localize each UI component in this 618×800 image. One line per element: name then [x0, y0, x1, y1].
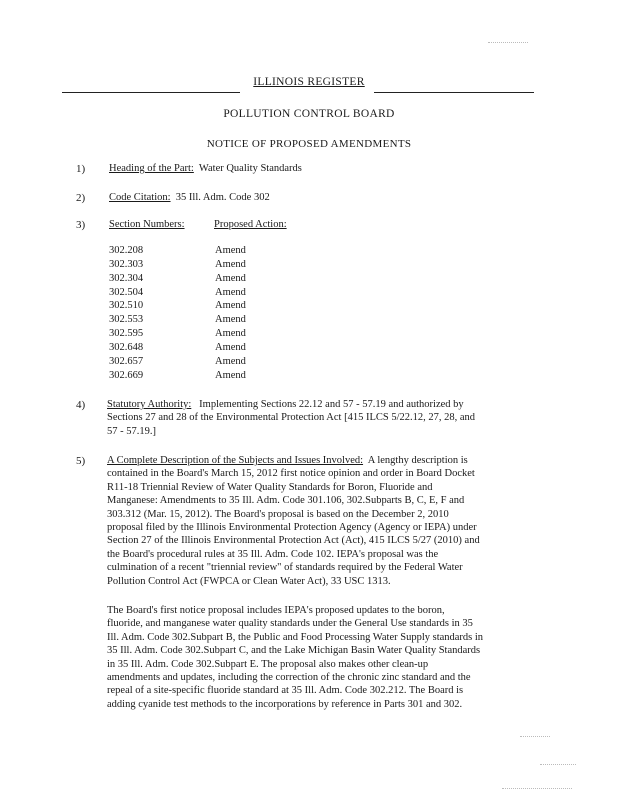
item-number: 4): [76, 399, 86, 411]
section-number: 302.504: [109, 287, 144, 298]
section-numbers-label: Section Numbers:: [109, 219, 185, 230]
section-action: Amend: [215, 356, 246, 367]
section-action: Amend: [215, 314, 246, 325]
item-code-citation: Code Citation: 35 Ill. Adm. Code 302: [109, 192, 270, 203]
section-action: Amend: [215, 328, 246, 339]
notice-title: NOTICE OF PROPOSED AMENDMENTS: [206, 138, 412, 150]
section-number: 302.669: [109, 370, 144, 381]
scan-mark: [540, 756, 576, 765]
description-paragraph-2: The Board's first notice proposal includes IEPA's proposed updates to the boron, fluoride, and manganese water quality standards under the General Use standards in 35 Ill. Adm. Code 302.Subpart B, the Public and Food Processing Water Supply standards in 35 Ill. Adm. Code 302.Subpart C, and the Lake Michigan Basin Water Quality Standards in 35 Ill. Adm. Code 302.Subpart E. The proposal also makes other clean-up amendments and updates, including the correction of the chronic zinc standard and the repeal of a site-specific fluoride standard at 35 Ill. Adm. Code 302.212. The Board is adding cyanide test methods to the incorporations by reference in Parts 301 and 302.: [107, 605, 484, 710]
header-rule-left: [62, 92, 240, 93]
section-action: Amend: [215, 287, 246, 298]
item-number: 1): [76, 163, 86, 175]
proposed-action-label: Proposed Action:: [214, 219, 287, 230]
section-number: 302.648: [109, 342, 144, 353]
section-number: 302.657: [109, 356, 144, 367]
agency-title: POLLUTION CONTROL BOARD: [223, 108, 395, 120]
section-action: Amend: [215, 273, 246, 284]
header-rule-right: [374, 92, 534, 93]
description-paragraph-1: A Complete Description of the Subjects and Issues Involved: A lengthy description is contained in the Board's March 15, 2012 first notice opinion and order in Board Docket R11-18 Triennial Review of Water Quality Standards for Boron, Fluoride and Manganese: Amendments to 35 Ill. Adm. Code 301.106, 302.Subparts B, C, E, F and 303.312 (Mar. 15, 2012). The Board's proposal is based on the December 2, 2010 proposal filed by the Illinois Environmental Protection Agency (Agency or IEPA) under Section 27 of the Illinois Environmental Protection Act (Act), 415 ILCS 5/27 (2010) and the Board's procedural rules at 35 Ill. Adm. Code 102. IEPA's proposal was the culmination of a recent "triennial review" of standards required by the Federal Water Pollution Control Act (FWPCA or Clean Water Act), 33 USC 1313.: [107, 455, 480, 587]
scan-mark: [502, 780, 572, 789]
section-number: 302.304: [109, 273, 144, 284]
item-heading: Heading of the Part: Water Quality Standards: [109, 163, 302, 174]
section-number: 302.510: [109, 300, 144, 311]
item-number: 5): [76, 455, 86, 467]
statutory-authority: Statutory Authority: Implementing Sections 22.12 and 57 - 57.19 and authorized by Sections 27 and 28 of the Environmental Protection Act [415 ILCS 5/22.12, 27, 28, and 57 - 57.19.]: [107, 399, 476, 437]
item-number: 2): [76, 192, 86, 204]
section-action: Amend: [215, 259, 246, 270]
section-number: 302.553: [109, 314, 144, 325]
section-number: 302.208: [109, 245, 144, 256]
section-action: Amend: [215, 342, 246, 353]
section-number: 302.595: [109, 328, 144, 339]
section-number: 302.303: [109, 259, 144, 270]
section-action: Amend: [215, 370, 246, 381]
scan-mark: [520, 728, 550, 737]
section-action: Amend: [215, 245, 246, 256]
register-title: ILLINOIS REGISTER: [253, 76, 365, 88]
item-number: 3): [76, 219, 86, 231]
scan-mark: [488, 32, 528, 43]
section-action: Amend: [215, 300, 246, 311]
